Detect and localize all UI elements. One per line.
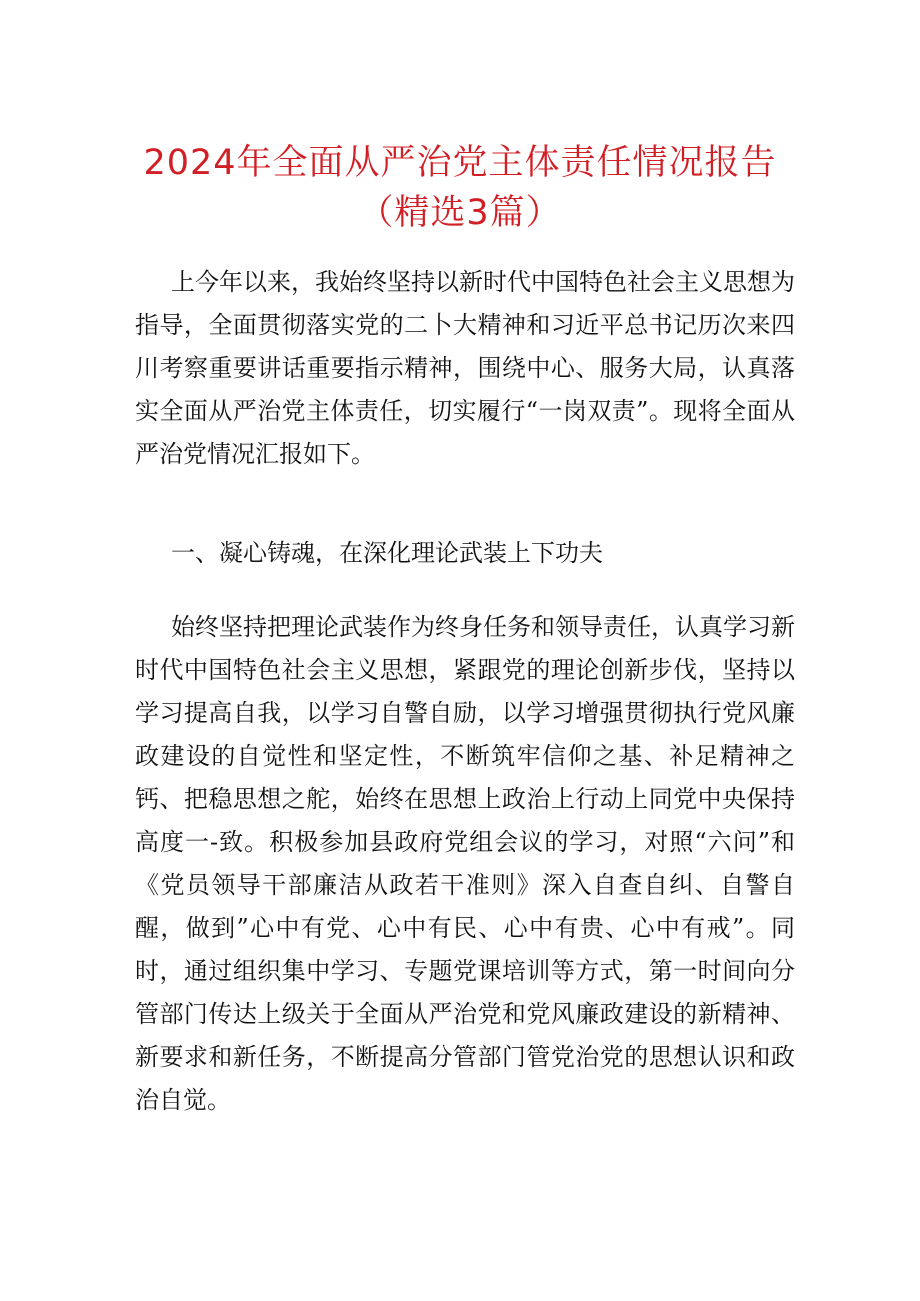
- body-paragraph: 始终坚持把理论武装作为终身任务和领导责任，认真学习新时代中国特色社会主义思想，紧跟党的理论创新步伐，坚持以学习提高自我，以学习自警自励，以学习增强贯彻执行党风廉政建设的自觉性和坚定性，不断筑牢信仰之基、补足精神之钙、把稳思想之舵，始终在思想上政治上行动上同党中央保持高度一-致。积极参加县政府党组会议的学习，对照“六问”和《党员领导干部廉洁从政若干准则》深入自查自纠、自警自醒，做到”心中有党、心中有民、心中有贵、心中有戒”。同时，通过组织集中学习、专题党课培训等方式，第一时间向分管部门传达上级关于全面从严治党和党风廉政建设的新精神、新要求和新任务，不断提高分管部门管党治党的思想认识和政治自觉。: [135, 613, 795, 1114]
- document-subtitle: （精选3篇）: [358, 193, 562, 233]
- intro-paragraph: 上今年以来，我始终坚持以新时代中国特色社会主义思想为指导，全面贯彻落实党的二卜大精神和习近平总书记历次来四川考察重要讲话重要指示精神，围绕中心、服务大局，认真落实全面从严治党主体责任，切实履行“一岗双责”。现将全面从严治党情况汇报如下。: [135, 268, 795, 468]
- section-heading: 一、凝心铸魂，在深化理论武装上下功夫: [171, 539, 603, 567]
- document-title: 2024年全面从严治党主体责任情况报告: [143, 143, 777, 183]
